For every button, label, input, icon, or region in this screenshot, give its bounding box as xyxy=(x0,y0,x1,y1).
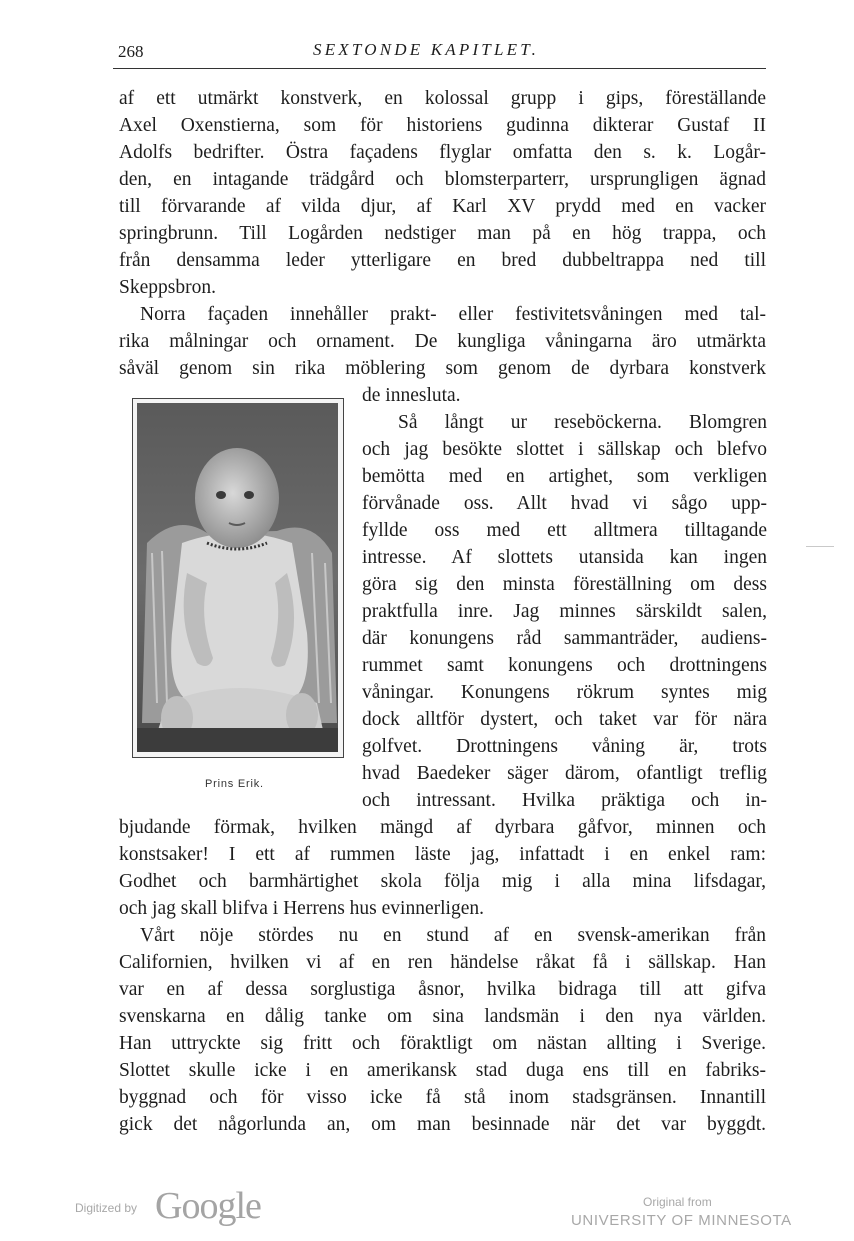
text-line: bjudande förmak, hvilken mängd af dyrbara gåfvor, minnen och xyxy=(119,817,766,838)
text-line: och jag besökte slottet i sällskap och blefvo xyxy=(362,439,767,460)
text-line: af ett utmärkt konstverk, en kolossal grupp i gips, föreställande xyxy=(119,88,766,109)
institution-name: UNIVERSITY OF MINNESOTA xyxy=(571,1212,792,1229)
text-line: Skeppsbron. xyxy=(119,277,216,298)
text-line: göra sig den minsta föreställning om dess xyxy=(362,574,767,595)
header-rule xyxy=(113,68,766,69)
text-line: Axel Oxenstierna, som för historiens gudinna dikterar Gustaf II xyxy=(119,115,766,136)
text-line: gick det någorlunda an, om man besinnade när det var byggdt. xyxy=(119,1114,766,1135)
text-line: springbrunn. Till Logården nedstiger man på en hög trappa, och xyxy=(119,223,766,244)
text-line: den, en intagande trädgård och blomsterparterr, ursprungligen ägnad xyxy=(119,169,766,190)
text-line: hvad Baedeker säger därom, ofantligt treflig xyxy=(362,763,767,784)
text-line: de innesluta. xyxy=(362,385,461,406)
text-line: Godhet och barmhärtighet skola följa mig i alla mina lifsdagar, xyxy=(119,871,766,892)
text-line: och jag skall blifva i Herrens hus evinnerligen. xyxy=(119,898,484,919)
margin-mark xyxy=(806,546,834,547)
text-line: rika målningar och ornament. De kungliga våningarna äro utmärkta xyxy=(119,331,766,352)
text-line: till förvarande af vilda djur, af Karl XV prydd med en vacker xyxy=(119,196,766,217)
text-line: och intressant. Hvilka präktiga och in- xyxy=(362,790,767,811)
text-line: Slottet skulle icke i en amerikansk stad duga ens till en fabriks- xyxy=(119,1060,766,1081)
original-from-label: Original from xyxy=(643,1195,712,1209)
text-line: bemötta med en artighet, som verkligen xyxy=(362,466,767,487)
text-line: från densamma leder ytterligare en bred dubbeltrappa ned till xyxy=(119,250,766,271)
text-line: såväl genom sin rika möblering som genom de dyrbara konstverk xyxy=(119,358,766,379)
text-line: praktfulla inre. Jag minnes särskildt salen, xyxy=(362,601,767,622)
text-line: intresse. Af slottets utansida kan ingen xyxy=(362,547,767,568)
google-watermark: Google xyxy=(155,1185,261,1227)
baby-photograph xyxy=(137,403,338,752)
text-line: svenskarna en dålig tanke om sina landsmän i den nya världen. xyxy=(119,1006,766,1027)
text-line: Adolfs bedrifter. Östra façadens flyglar omfatta den s. k. Logår- xyxy=(119,142,766,163)
text-line: var en af dessa sorglustiga åsnor, hvilka bidraga till att gifva xyxy=(119,979,766,1000)
text-line: Så långt ur reseböckerna. Blomgren xyxy=(398,412,767,433)
digitized-by-label: Digitized by xyxy=(75,1201,138,1215)
text-line: byggnad och för visso icke få stå inom stadsgränsen. Innantill xyxy=(119,1087,766,1108)
figure-caption: Prins Erik. xyxy=(205,778,264,790)
running-head: SEXTONDE KAPITLET. xyxy=(313,40,540,59)
text-line: Californien, hvilken vi af en ren händelse råkat få i sällskap. Han xyxy=(119,952,766,973)
text-line: Norra façaden innehåller prakt- eller festivitetsvåningen med tal- xyxy=(140,304,766,325)
text-line: förvånade oss. Allt hvad vi sågo upp- xyxy=(362,493,767,514)
text-line: Vårt nöje stördes nu en stund af en svensk-amerikan från xyxy=(140,925,766,946)
text-line: dock alltför dystert, och taket var för nära xyxy=(362,709,767,730)
text-line: fyllde oss med ett alltmera tilltagande xyxy=(362,520,767,541)
text-line: där konungens råd sammanträder, audiens- xyxy=(362,628,767,649)
page-number: 268 xyxy=(118,42,144,61)
text-line: golfvet. Drottningens våning är, trots xyxy=(362,736,767,757)
text-line: rummet samt konungens och drottningens xyxy=(362,655,767,676)
text-line: konstsaker! I ett af rummen läste jag, infattadt i en enkel ram: xyxy=(119,844,766,865)
text-line: våningar. Konungens rökrum syntes mig xyxy=(362,682,767,703)
text-line: Han uttryckte sig fritt och föraktligt om nästan allting i Sverige. xyxy=(119,1033,766,1054)
